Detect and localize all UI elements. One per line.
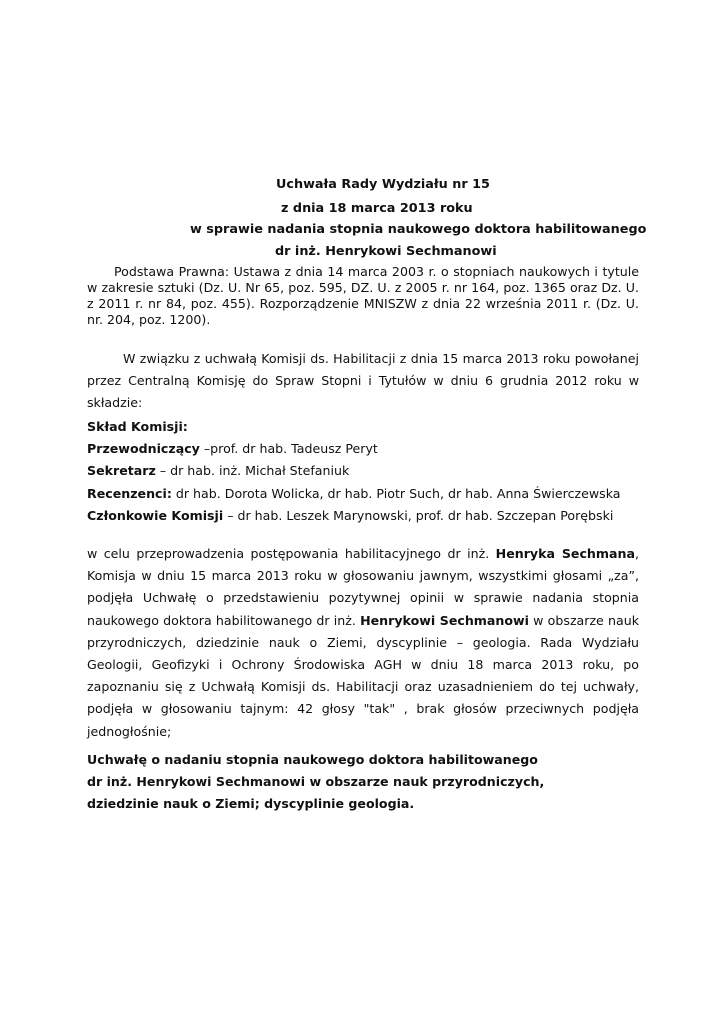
candidate-name-dative: Henrykowi Sechmanowi [360,612,529,628]
committee-secretary: Sekretarz – dr hab. inż. Michał Stefaniuk [87,463,350,479]
committee-reviewers: Recenzenci: dr hab. Dorota Wolicka, dr hab. Piotr Such, dr hab. Anna Świerczewska [87,485,621,501]
committee-heading: Skład Komisji: [87,419,188,434]
committee-members: Członkowie Komisji – dr hab. Leszek Marynowski, prof. dr hab. Szczepan Porębski [87,507,614,523]
legal-basis: Podstawa Prawna: Ustawa z dnia 14 marca 2003 r. o stopniach naukowych i tytule w zakresie sztuki (Dz. U. Nr 65, poz. 595, DZ. U. z 2005 r. nr 164, poz. 1365 oraz Dz. U. z 2011 r. nr 84, poz. 455). Rozporządzenie MNISZW z dnia 22 września 2011 r. (Dz. U. nr. 204, poz. 1200). [87,264,639,327]
document-page: Uchwała Rady Wydziału nr 15 z dnia 18 marca 2013 roku w sprawie nadania stopnia naukowego doktora habilitowanego dr inż. Henrykowi Sechmanowi Podstawa Prawna: Ustawa z dnia 14 marca 2003 r. o stopniach naukowych i tytule w zakresie sztuki (Dz. U. Nr 65, poz. 595, DZ. U. z 2005 r. nr 164, poz. 1365 oraz Dz. U. z 2011 r. nr 84, poz. 455). Rozporządzenie MNISZW z dnia 22 września 2011 r. (Dz. U. nr. 204, poz. 1200). W związku z uchwałą Komisji ds. Habilitacji z dnia 15 marca 2013 roku powołanej przez Centralną Komisję do Spraw Stopni i Tytułów w dniu 6 grudnia 2012 roku w składzie: Skład Komisji: Przewodniczący –prof. dr hab. Tadeusz Peryt Sekretarz – dr hab. inż. Michał Stefaniuk Recenzenci: dr hab. Dorota Wolicka, dr hab. Piotr Such, dr hab. Anna Świerczewska Członkowie Komisji – dr hab. Leszek Marynowski, prof. dr hab. Szczepan Porębski w celu przeprowadzenia postępowania habilitacyjnego dr inż. Henryka Sechmana, Komisja w dniu 15 marca 2013 roku w głosowaniu jawnym, wszystkimi głosami „za”, podjęła Uchwałę o przedstawieniu pozytywnej opinii w sprawie nadania stopnia naukowego doktora habilitowanego dr inż. Henrykowi Sechmanowi w obszarze nauk przyrodniczych, dziedzinie nauk o Ziemi, dyscyplinie – geologia. Rada Wydziału Geologii, Geofizyki i Ochrony Środowiska AGH w dniu 18 marca 2013 roku, po zapoznaniu się z Uchwałą Komisji ds. Habilitacji oraz uzasadnieniem do tej uchwały, podjęła w głosowaniu tajnym: 42 głosy "tak" , brak głosów przeciwnych podjęła jednogłośnie; Uchwałę o nadaniu stopnia naukowego doktora habilitowanego dr inż. Henrykowi Sechmanowi w obszarze nauk przyrodniczych, dziedzinie nauk o Ziemi; dyscyplinie geologia. [0,0,725,1024]
committee-chair: Przewodniczący –prof. dr hab. Tadeusz Peryt [87,441,378,457]
candidate-name: Henryka Sechmana [495,546,635,561]
intro-paragraph: W związku z uchwałą Komisji ds. Habilitacji z dnia 15 marca 2013 roku powołanej przez Centralną Komisję do Spraw Stopni i Tytułów w dniu 6 grudnia 2012 roku w składzie: [87,351,639,411]
resolution-statement: Uchwałę o nadaniu stopnia naukowego doktora habilitowanego dr inż. Henrykowi Sechmanowi w obszarze nauk przyrodniczych, dziedzinie nauk o Ziemi; dyscyplinie geologia. [87,752,545,811]
committee-composition [87,416,639,527]
decision-paragraph: w celu przeprowadzenia postępowania habilitacyjnego dr inż. Henryka Sechmana, Komisja w dniu 15 marca 2013 roku w głosowaniu jawnym, wszystkimi głosami „za”, podjęła Uchwałę o przedstawieniu pozytywnej opinii w sprawie nadania stopnia naukowego doktora habilitowanego dr inż. Henrykowi Sechmanowi w obszarze nauk przyrodniczych, dziedzinie nauk o Ziemi, dyscyplinie – geologia. Rada Wydziału Geologii, Geofizyki i Ochrony Środowiska AGH w dniu 18 marca 2013 roku, po zapoznaniu się z Uchwałą Komisji ds. Habilitacji oraz uzasadnieniem do tej uchwały, podjęła w głosowaniu tajnym: 42 głosy "tak" , brak głosów przeciwnych podjęła jednogłośnie; [87,546,639,739]
